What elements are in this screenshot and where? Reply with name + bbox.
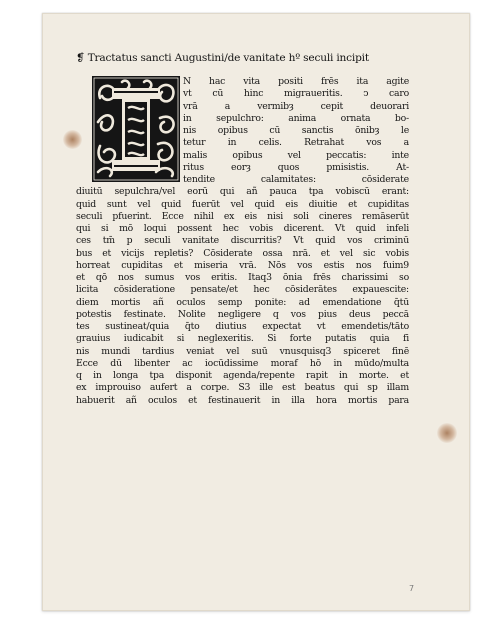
text-line: malis opibus vel peccatis: inte — [183, 149, 409, 161]
text-line: q in longa tpa disponit agenda/repente rapit in morte. et — [76, 370, 409, 381]
text-line: habuerit añ oculos et festinauerit in illa hora mortis para — [76, 394, 409, 406]
text-line: nis opibus cū sanctis ōnibȝ le — [183, 125, 409, 136]
text-line: potestis festinate. Nolite negligere q vos pius deus peccā — [76, 308, 409, 320]
text-line: N hac vita positi frēs ita agite — [183, 76, 409, 87]
text-line: Ecce dū libenter ac iocūdissime moraf hō in mūdo/multa — [76, 357, 409, 369]
text-line: tes sustineat/quia q̄to diutius expectat vt emendetis/tāto — [76, 321, 409, 332]
foxing-stain-right — [437, 423, 457, 443]
text-line: grauius iudicabit si neglexeritis. Si forte putatis quia fi — [76, 333, 409, 345]
incipit-heading — [76, 52, 406, 64]
text-line: licita cōsideratione pensate/et hec cōsiderātes expauescite: — [76, 284, 409, 296]
pencil-folio-number: 7 — [409, 584, 415, 593]
text-line: diuitū sepulchra/vel eorū qui añ pauca tpa vobiscū erant: — [76, 186, 409, 198]
text-line: vt cū hinc migraueritis. ↄ caro — [183, 88, 409, 100]
text-line: vrā a vermibȝ cepit deuorari — [183, 100, 409, 112]
text-line: ritus eorȝ quos pmisistis. At- — [183, 161, 409, 173]
text-line: seculi pfuerint. Ecce nihil ex eis nisi soli cineres remāserūt — [76, 210, 409, 222]
incipit-title: Tractatus sancti Augustini/de vanitate hº seculi incipit — [87, 52, 369, 64]
text-line: qui si mō loqui possent hec vobis dicerent. Vt quid infeli — [76, 223, 409, 234]
text-line: quid sunt vel quid fuerūt vel quid eis diuitie et cupiditas — [76, 198, 409, 210]
text-block — [76, 76, 409, 407]
text-line: horreat cupiditas et miseria vrā. Nōs vos estis nos fuim9 — [76, 259, 409, 271]
text-line: bus et vicijs repletis? Cōsiderate ossa nrā. et vel sic vobis — [76, 247, 409, 259]
text-line: in sepulchro: anima ornata bo- — [183, 112, 409, 124]
text-line: tendite calamitates: cōsiderate — [183, 174, 409, 185]
text-line: tetur in celis. Retrahat vos a — [183, 137, 409, 149]
pilcrow-mark: ❡ — [76, 52, 85, 64]
text-line: ex improuiso aufert a corpe. S3 ille est beatus qui sp illam — [76, 382, 409, 394]
text-line: diem mortis añ oculos semp ponite: ad emendatione q̄tū — [76, 296, 409, 308]
text-line: et qō nos sumus vos eritis. Itaq3 ōnia frēs charissimi so — [76, 272, 409, 283]
text-line: ces tm̄ p seculi vanitate discurritis? Vt quid vos criminū — [76, 235, 409, 247]
text-line: nis mundi tardius veniat vel suū vnusquisq3 spiceret finē — [76, 345, 409, 357]
